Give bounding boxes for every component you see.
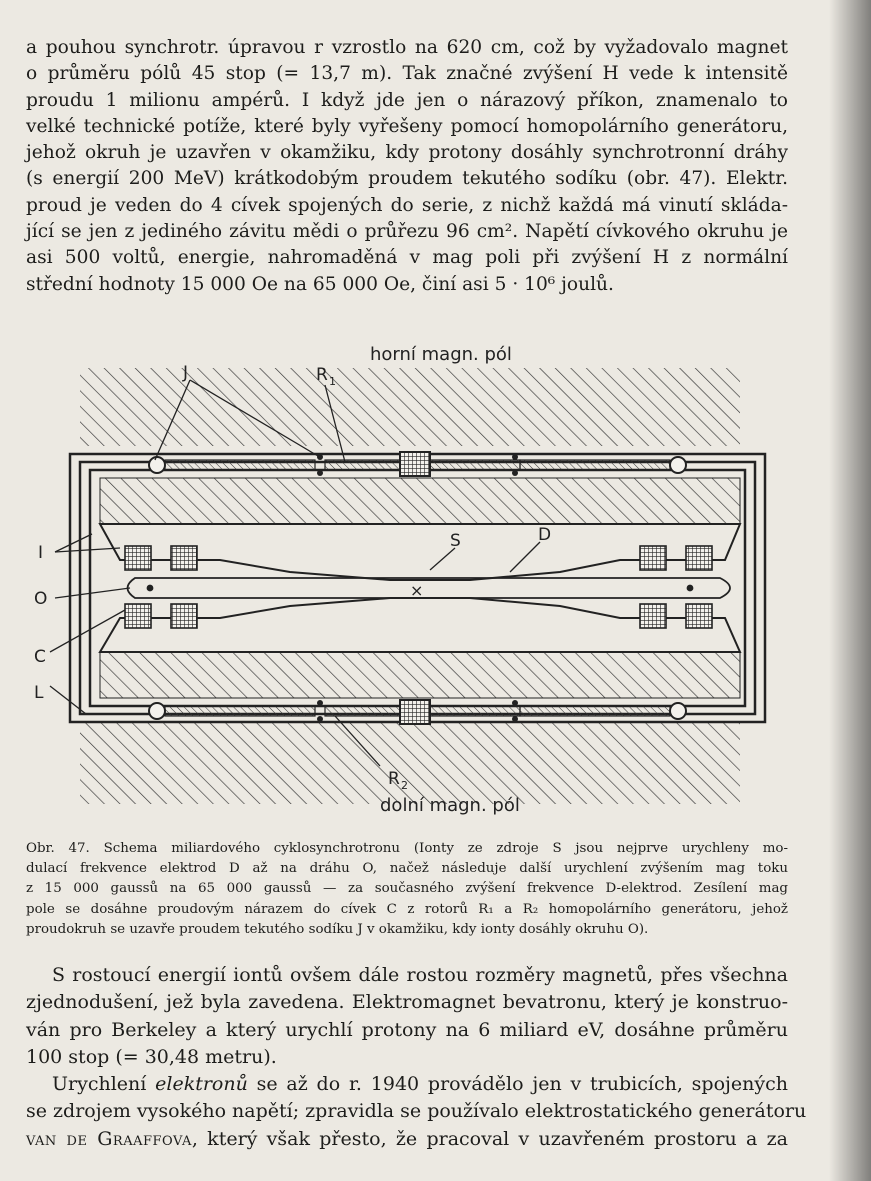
label-R1: R xyxy=(316,365,328,385)
caption-line: proudokruh se uzavře proudem tekutého sodíku J v okamžiku, kdy ionty dosáhly okruhu O). xyxy=(26,921,649,937)
label-C: C xyxy=(34,647,46,667)
label-source-cross: × xyxy=(410,581,424,600)
text-line: velké technické potíže, které byly vyřešeny pomocí homopolárního generátoru, xyxy=(26,115,788,137)
label-L: L xyxy=(34,683,44,703)
small-caps-name: van de Graaffova xyxy=(26,1127,192,1150)
caption-line: Obr. 47. Schema miliardového cyklosynchrotronu (Ionty ze zdroje S jsou nejprve urychleny mo- xyxy=(26,841,788,856)
text-line: jehož okruh je uzavřen v okamžiku, kdy protony dosáhly synchrotronní dráhy xyxy=(26,142,788,164)
text-line: jící se jen z jediného závitu mědi o průřezu 96 cm². Napětí cívkového okruhu je xyxy=(26,221,788,243)
label-O: O xyxy=(34,589,48,609)
text-line: asi 500 voltů, energie, nahromaděná v mag poli při zvýšení H z normální xyxy=(26,247,788,269)
paragraph-bottom xyxy=(26,1071,807,1153)
text-run: Urychlení xyxy=(52,1073,156,1095)
text-line: a pouhou synchrotr. úpravou r vzrostlo na 620 cm, což by vyžadovalo magnet xyxy=(26,37,788,58)
figure-caption xyxy=(26,839,788,940)
label-I: I xyxy=(38,543,44,563)
caption-line: dulací frekvence elektrod D až na dráhu O, načež následuje další urychlení zvýšením mag toku xyxy=(26,861,788,877)
upper-magnet-pole xyxy=(80,368,740,458)
text-line: proud je veden do 4 cívek spojených do serie, z nichž každá má vinutí skláda- xyxy=(26,194,788,216)
label-R2-sub: 2 xyxy=(401,779,408,792)
label-R1-sub: 1 xyxy=(329,375,336,388)
paragraph-middle xyxy=(26,962,788,1072)
text-line: proudu 1 milionu ampérů. I když jde jen o nárazový příkon, znamenalo to xyxy=(26,89,788,111)
text-run: se až do r. 1940 provádělo jen v trubicích, spojených xyxy=(247,1073,788,1095)
figure-47-diagram xyxy=(0,300,871,840)
upper-pole-piece xyxy=(100,478,740,524)
lower-magnet-pole xyxy=(80,722,740,804)
label-bottom-pole: dolní magn. pól xyxy=(380,795,520,816)
lower-pole-piece xyxy=(100,652,740,698)
caption-line: pole se dosáhne proudovým nárazem do cívek C z rotorů R₁ a R₂ homopolárního generátoru, jehož xyxy=(26,901,788,917)
text-line: (s energií 200 MeV) krátkodobým proudem tekutého sodíku (obr. 47). Elektr. xyxy=(26,168,788,190)
text-line: S rostoucí energií iontů ovšem dále rostou rozměry magnetů, přes všechna xyxy=(52,964,788,986)
text-line: se zdrojem vysokého napětí; zpravidla se používalo elektrostatického generátoru xyxy=(26,1100,807,1123)
text-line: ván pro Berkeley a který urychlí protony na 6 miliard eV, dosáhne průměru xyxy=(26,1018,788,1041)
text-run: , který však přesto, že pracoval v uzavřeném prostoru a za xyxy=(191,1127,788,1150)
emphasis-electrons: elektronů xyxy=(155,1073,248,1095)
text-line: o průměru pólů 45 stop (= 13,7 m). Tak značné zvýšení H vede k intensitě xyxy=(26,63,788,85)
lower-conductor xyxy=(149,700,686,724)
page-edge-shadow xyxy=(829,0,871,1181)
label-D: D xyxy=(538,525,552,545)
text-line: 100 stop (= 30,48 metru). xyxy=(26,1046,277,1069)
label-top-pole: horní magn. pól xyxy=(370,344,512,365)
paragraph-top xyxy=(26,35,788,298)
label-J: J xyxy=(183,363,189,383)
text-line: zjednodušení, jež byla zavedena. Elektromagnet bevatronu, který je konstruo- xyxy=(26,991,788,1014)
label-R2: R xyxy=(388,769,400,789)
label-S: S xyxy=(450,531,461,551)
text-line xyxy=(26,1126,788,1153)
caption-line: z 15 000 gaussů na 65 000 gaussů — za současného zvýšení frekvence D-elektrod. Zesílení mag xyxy=(26,881,788,897)
text-line xyxy=(26,1071,788,1098)
text-line: střední hodnoty 15 000 Oe na 65 000 Oe, činí asi 5 · 10⁶ joulů. xyxy=(26,273,614,295)
